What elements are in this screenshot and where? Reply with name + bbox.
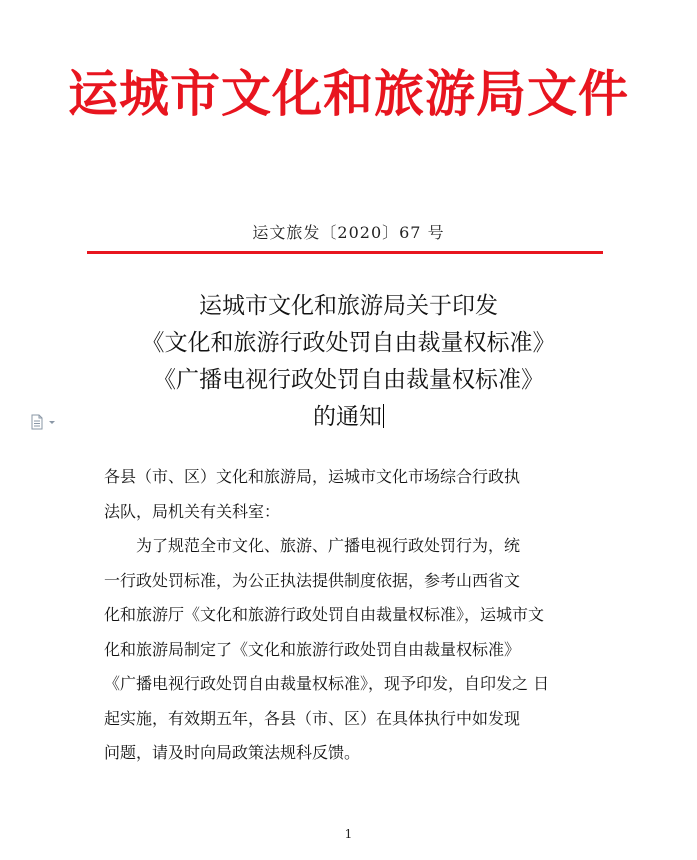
paragraph-line-5: 《广播电视行政处罚自由裁量权标准》，现予印发，自印发之 日 — [104, 674, 550, 693]
addressee-line-1: 各县（市、区）文化和旅游局，运城市文化市场综合行政执 — [104, 467, 521, 486]
text-cursor — [383, 404, 384, 428]
notice-title — [0, 288, 697, 436]
paragraph-line-4: 化和旅游局制定了《文化和旅游行政处罚自由裁量权标准》 — [104, 639, 521, 659]
title-line-4-container[interactable] — [0, 399, 697, 436]
document-number: 运文旅发〔2020〕67 号 — [252, 223, 445, 242]
addressee-line-2: 法队，局机关有关科室： — [104, 501, 281, 521]
document-masthead: 运城市文化和旅游局文件 — [68, 64, 629, 123]
addressee-paragraph — [104, 460, 604, 529]
main-paragraph — [104, 529, 604, 771]
paragraph-line-6: 起实施，有效期五年，各县（市、区）在具体执行中如发现 — [104, 708, 521, 728]
paragraph-line-1: 为了规范全市文化、旅游、广播电视行政处罚行为，统 — [136, 536, 521, 555]
title-line-2: 《文化和旅游行政处罚自由裁量权标准》 — [141, 330, 556, 356]
paragraph-line-7: 问题，请及时向局政策法规科反馈。 — [104, 743, 361, 762]
red-divider-line — [87, 251, 603, 254]
notice-body — [104, 460, 604, 771]
document-icon-graphic — [30, 414, 58, 430]
paragraph-line-3: 化和旅游厅《文化和旅游行政处罚自由裁量权标准》，运城市文 — [104, 605, 545, 624]
title-line-4: 的通知 — [313, 404, 382, 430]
title-line-3: 《广播电视行政处罚自由裁量权标准》 — [153, 367, 544, 393]
document-dropdown-icon[interactable] — [30, 414, 58, 430]
title-line-1: 运城市文化和旅游局关于印发 — [199, 293, 498, 319]
paragraph-line-2: 一行政处罚标准，为公正执法提供制度依据，参考山西省文 — [104, 570, 521, 590]
page-number: 1 — [344, 827, 353, 841]
